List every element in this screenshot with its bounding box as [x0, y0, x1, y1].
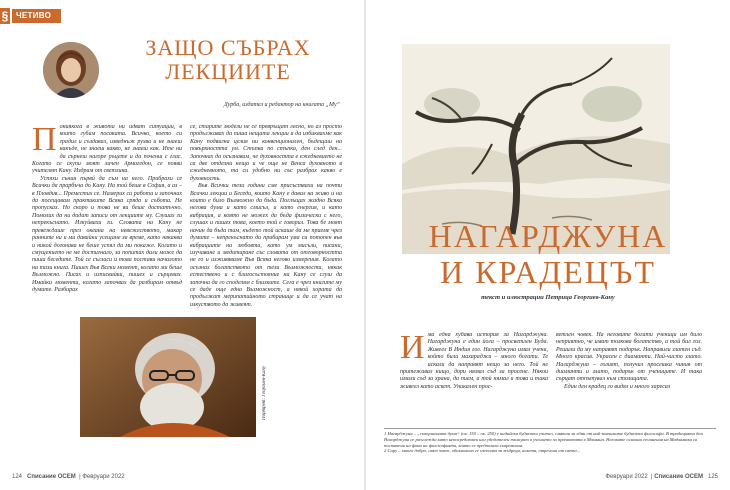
- author-portrait: [43, 42, 99, 98]
- dropcap: И: [400, 332, 425, 366]
- section-tab: [0, 8, 61, 24]
- magazine-name: Списание ОСЕМ: [654, 474, 703, 480]
- left-page: [0, 0, 364, 490]
- paragraph: Успяхи сънин първй да съм на него. Прибрахи се Всички да прарбъча до Кану. На той беше в София, а аз – в Пловдив... Преместих се. Намерих си работа и започнах да посещавам практиките Всяка сряда и събота. Не пропусках. Но скоро и това не ви беше достатъчно. Помолих да ни дадат записи от лекциите му. Слушах ги непрекъснато. Изкуйвахи ги. Словата на Кану не превеждаше през океана на невежеството, макар ранните ни и ми давайки усещане за време, като някаква и никой догонава не беше успял да ми покаже. Когато и смущението не ме достигнало, за попитах дали може да пиша беседите. Той се съгласи и това постави началото на тази книга. Пишех Във Всеки момент, когато ми беше Възможно. Писах и изписвайки, пишех и сърцевах. Имайки моменти, когато започвах да разбирам отвъд думите. Разбирах: [32, 175, 182, 293]
- article-title: ЗАЩО СЪБРАХ ЛЕКЦИИТЕ: [145, 35, 311, 84]
- story-title-line-1: НАГАРДЖУНА: [428, 218, 668, 254]
- section-label: ЧЕТИВО: [12, 9, 61, 23]
- author-photo: [80, 317, 256, 437]
- footnotes: [384, 428, 716, 454]
- right-footer: Февруари 2022 | Списание ОСЕМ 125: [605, 474, 718, 480]
- magazine-name: Списание ОСЕМ: [27, 474, 76, 480]
- paragraph: се, старите модели не се превръщат лесно, но аз просто продължавах да пиша нещата лекции и да избиквахме как Кану подвигна целия ни конвенционален, бъдещаш на повърхността ум. Стъпка по стъпка, ден след ден... Започнах да осъзнавам, че духовността е ежедневието не са две отделни неща и че още не Венса духовното в ежедневното, та си удобно ни със разбрах какво е духовность.: [190, 124, 342, 182]
- right-page: [366, 0, 730, 490]
- story-title: [366, 218, 730, 290]
- right-column-2: [556, 332, 702, 424]
- left-column-1: [32, 124, 182, 312]
- paragraph: Във Всички тези години сме присъствахи на почти Всички лекции и Беседи, които Кану е давал на живо и на които е било Възможно да бъда. Поглъщах жадно Всяка негова дума и като смисъл, и като енергия, и като вибрация, а която не можех да бъда физически с него, слушах и пишех това, което той е говорил. Това бе моят начин да бъда там, където той искаше да ме приеме чрез думите – непрекъснато да прибирам ума си потопен във вибрациите на любовта, като ум мисъли, писани, изучаване и медитиране със словата от отговорността не го и изживяваме Във Всяка негово измерения. Когато осъзнах богатството от тези Възможности, някак естествено и с благосъстояние на Кану се сгуш да започна да го споделям с близките. Сега е чрез книгите му се даде още една Възможност, а някой хората да продължат мерипатийното странице и да се учат на изкуството да живеят.: [190, 183, 342, 308]
- right-column-1: [400, 332, 548, 424]
- issue-date: Февруари 2022: [605, 474, 648, 480]
- page-number: 125: [707, 474, 718, 480]
- author-byline: Дурба, издател и редактор на книгата „Му“: [223, 102, 340, 108]
- paragraph: Един ден крадец го видял и много харесал: [564, 383, 671, 390]
- footnote: 2 Сару – много добро, свят човек, обикновено се използва за мъдреци, аскети, отречени от света...: [384, 448, 581, 454]
- paragraph: ониякога в живота ни идват ситуации, в които губим посоката. Всичко, което си градил и създавал, изведнъж рухва и не знаеш накъде, не знаеш какво, не знаеш как. Ите ни да сърнеш нагоре ръцете и да поченш с глас. Когато се скупи моят личен Армагедон, се появи учителят Кану. Издрам от светлина.: [32, 124, 182, 175]
- section-logo-icon: §: [1, 9, 9, 23]
- footnote: 1 Нагарджуна – „съвършената дума“ (ок. 150 – ок. 250) е индийски будистки учител, смятан за един от най-значимите будистки философи. В традицията ден Нагарджуна се разглежда като непосредствен или убедителен тълкувач в учението за празнотата в Махаяна. Неговите основни съчинения на Мадхямака са поставени на фона на философията, която се предполага съвременна.: [384, 431, 703, 448]
- paragraph: ветлен човек. На неговите богати ученици им било неприятно, че имат толкова богатство, а той бил гол. Решили да му направят подарък. Направили златен съд. Много красив. Украсен с диаманти. Най-чисто злато. Нагарджуна – голият, получил просешка чиния от диаманти и злато, подарък от учениците. И така сърцат отпътувал към столицата.: [556, 332, 702, 383]
- story-title-line-2: И КРАДЕЦЪТ: [440, 254, 656, 290]
- issue-date: Февруари 2022: [82, 474, 125, 480]
- photo-caption: Портрет: Георгиев-Кану: [262, 365, 267, 420]
- story-byline: текст и илюстрации Петрица Георгиев-Кану: [481, 294, 615, 301]
- left-column-2: [190, 124, 342, 312]
- dropcap: П: [32, 124, 57, 158]
- page-number: 124: [12, 474, 23, 480]
- left-footer: 124 Списание ОСЕМ | Февруари 2022: [12, 474, 125, 480]
- paragraph: ма една хубава история за Нагарджуна. Нагарджуна е един йога – просветлен Буда. Живеел В Индия гол. Нагарджуна имал учени, който били махараджи – много богати. Те искали да направят нещо за него. Той не притежавал нищо, дори нямал съд за просене. Някои имали съд за храна, да пием, а той нямал и това и така живеел като аскет. Уникален прос-: [400, 332, 548, 390]
